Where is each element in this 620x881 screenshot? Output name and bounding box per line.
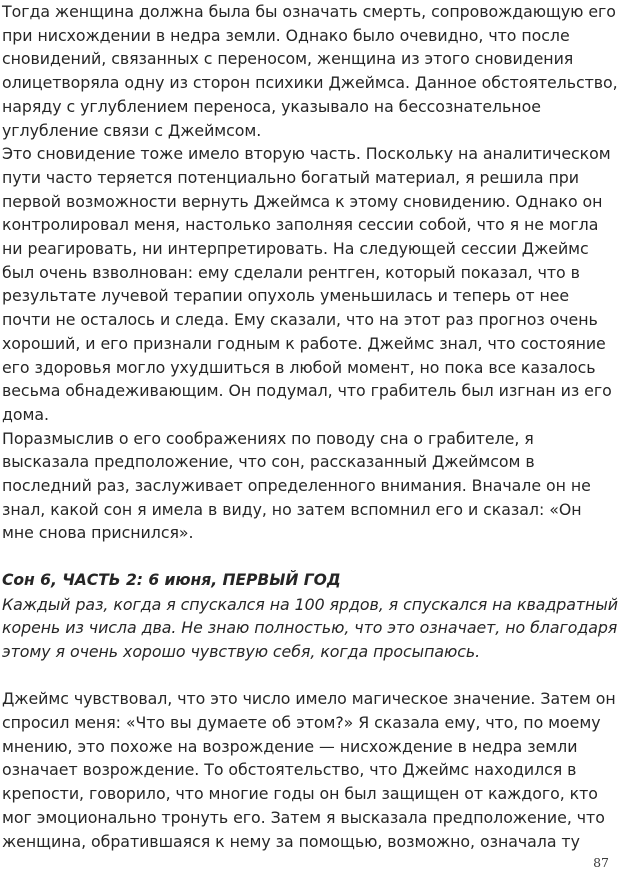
paragraph-4: Джеймс чувствовал, что это число имело магическое значение. Затем он спросил меня: «Что вы думаете об этом?» Я сказала ему, что, по моему мнению, это похоже на возрождение — нисхождение в недра земли означает возрождение. То обстоятельство, что Джеймс находился в крепости, говорило, что многие годы он был защищен от каждого, кто мог эмоционально тронуть его. Затем я высказала предположение, что женщина, обратившаяся к нему за помощью, возможно, означала ту [2,689,616,851]
spacer [2,545,618,569]
dream-heading: Сон 6, ЧАСТЬ 2: 6 июня, ПЕРВЫЙ ГОД [2,570,341,589]
spacer [2,664,618,688]
paragraph-1: Тогда женщина должна была бы означать смерть, сопровождающую его при нисхождении в недра земли. Однако было очевидно, что после сновидений, связанных с переносом, женщина из этого сновидения олицетворяла одну из сторон психики Джеймса. Данное обстоятельство, наряду с углублением переноса, указывало на бессознательное углубление связи с Джеймсом. [2,2,618,140]
page-body [2,0,618,853]
page-number: 87 [593,855,609,870]
paragraph-2: Это сновидение тоже имело вторую часть. Поскольку на аналитическом пути часто теряется потенциально богатый материал, я решила при первой возможности вернуть Джеймса к этому сновидению. Однако он контролировал меня, настолько заполняя сессии собой, что я не могла ни реагировать, ни интерпретировать. На следующей сессии Джеймс был очень взволнован: ему сделали рентген, который показал, что в результате лучевой терапии опухоль уменьшилась и теперь от нее почти не осталось и следа. Ему сказали, что на этот раз прогноз очень хороший, и его признали годным к работе. Джеймс знал, что состояние его здоровья могло ухудшиться в любой момент, но пока все казалось весьма обнадеживающим. Он подумал, что грабитель был изгнан из его дома. [2,144,612,424]
dream-text: Каждый раз, когда я спускался на 100 ярдов, я спускался на квадратный корень из числа два. Не знаю полностью, что это означает, но благодаря этому я очень хорошо чувствую себя, когда просыпаюсь. [2,594,618,661]
paragraph-3: Поразмыслив о его соображениях по поводу сна о грабителе, я высказала предположение, что сон, рассказанный Джеймсом в последний раз, заслуживает определенного внимания. Вначале он не знал, какой сон я имела в виду, но затем вспомнил его и сказал: «Он мне снова приснился». [2,428,591,543]
